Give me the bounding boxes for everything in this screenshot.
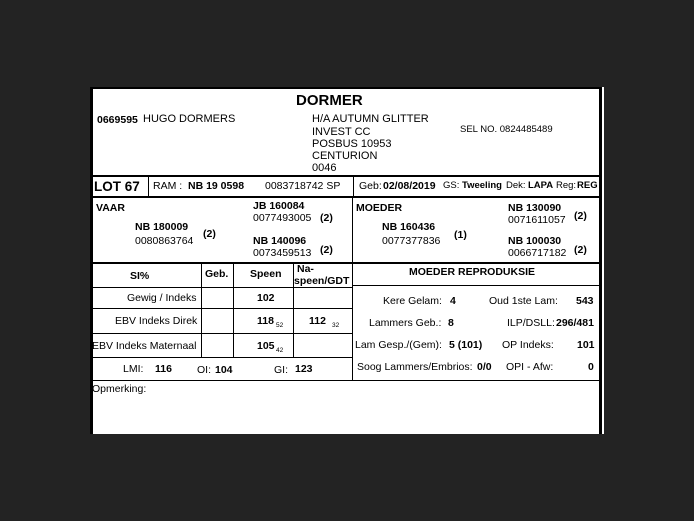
kere-gelam-value: 4 [450, 295, 456, 307]
soog-label: Soog Lammers/Embrios: [357, 361, 473, 373]
lam-gesp-label: Lam Gesp./(Gem): [355, 339, 442, 351]
gs-value: Tweeling [462, 180, 502, 191]
si-row-speen: 118 [257, 315, 274, 327]
opi-value: 0 [588, 361, 594, 373]
address-line-2: INVEST CC [312, 126, 371, 138]
si-row-speen: 102 [257, 292, 275, 304]
ram-label: RAM : [153, 180, 183, 192]
dam-label: MOEDER [356, 202, 403, 214]
kere-gelam-label: Kere Gelam: [383, 295, 442, 307]
op-indeks-label: OP Indeks: [502, 339, 554, 351]
oi-label: OI: [197, 364, 212, 376]
si-header-naspeen-line1: Na- [297, 263, 314, 275]
birth-label: Geb: [359, 180, 382, 192]
lot-number: LOT 67 [94, 179, 140, 194]
ram-id: 0083718742 SP [265, 180, 341, 192]
sire-dam-id: 0073459513 [253, 247, 312, 259]
sire-dam-count: (2) [320, 244, 333, 256]
address-line-1: H/A AUTUMN GLITTER [312, 113, 429, 125]
si-header-speen: Speen [250, 268, 282, 280]
reg-label: Reg: [556, 180, 577, 191]
op-indeks-value: 101 [577, 339, 595, 351]
owner-id: 0669595 [97, 114, 138, 126]
dam-dam-reg: NB 100030 [508, 235, 562, 247]
sire-sire-id: 0077493005 [253, 212, 312, 224]
page-title: DORMER [296, 92, 363, 109]
gi-value: 123 [295, 363, 313, 375]
dek-value: LAPA [528, 180, 554, 191]
sire-reg: NB 180009 [135, 221, 189, 233]
sire-label: VAAR [96, 202, 125, 214]
si-header-si: SI% [130, 270, 150, 282]
dam-sire-reg: NB 130090 [508, 202, 562, 214]
ilp-value: 296/481 [556, 317, 594, 329]
lmi-value: 116 [155, 363, 172, 375]
opi-label: OPI - Afw: [506, 361, 554, 373]
dam-dam-id: 0066717182 [508, 247, 567, 259]
sire-count: (2) [203, 228, 216, 240]
si-row-speen: 105 [257, 340, 275, 352]
dek-label: Dek: [506, 180, 526, 191]
dam-sire-count: (2) [574, 210, 587, 222]
gs-label: GS: [443, 180, 460, 191]
si-row-label: Gewig / Indeks [127, 292, 197, 304]
sel-number: SEL NO. 0824485489 [460, 124, 553, 135]
soog-value: 0/0 [477, 361, 492, 373]
top-border [90, 87, 602, 89]
address-line-5: 0046 [312, 162, 337, 174]
lam-gesp-value: 5 (101) [449, 339, 483, 351]
sire-sire-count: (2) [320, 212, 333, 224]
sire-id: 0080863764 [135, 235, 194, 247]
pedigree-sire-block [91, 197, 353, 263]
si-row-speen-sub: 52 [276, 322, 284, 329]
birth-date: 02/08/2019 [383, 180, 436, 192]
lammers-geb-value: 8 [448, 317, 454, 329]
dam-reg: NB 160436 [382, 221, 436, 233]
lot-card [90, 87, 604, 434]
dam-sire-id: 0071611057 [508, 214, 566, 226]
reproduction-title: MOEDER REPRODUKSIE [409, 266, 536, 278]
gi-label: GI: [274, 364, 289, 376]
reproduction-header-bottom [352, 285, 600, 286]
si-row-label: EBV Indeks Maternaal [92, 340, 197, 352]
address-line-4: CENTURION [312, 150, 378, 162]
oud-lam-label: Oud 1ste Lam: [489, 295, 558, 307]
remarks-label: Opmerking: [92, 383, 147, 395]
owner-name: HUGO DORMERS [143, 113, 236, 125]
dam-dam-count: (2) [574, 244, 587, 256]
si-header-naspeen-line2: speen/GDT [294, 275, 350, 287]
lmi-label: LMI: [123, 363, 144, 375]
dam-id: 0077377836 [382, 235, 441, 247]
si-row-speen-sub: 42 [276, 347, 284, 354]
oi-value: 104 [215, 364, 233, 376]
si-row-naspeen-sub: 32 [332, 322, 340, 329]
lammers-geb-label: Lammers Geb.: [369, 317, 442, 329]
si-row-label: EBV Indeks Direk [115, 315, 198, 327]
address-line-3: POSBUS 10953 [312, 138, 392, 150]
sire-sire-reg: JB 160084 [253, 200, 305, 212]
ilp-label: ILP/DSLL: [507, 317, 555, 329]
oud-lam-value: 543 [576, 295, 594, 307]
dam-count: (1) [454, 229, 467, 241]
si-header-geb: Geb. [205, 268, 229, 280]
sire-dam-reg: NB 140096 [253, 235, 307, 247]
reg-value: REG [577, 180, 598, 191]
ram-reg: NB 19 0598 [188, 180, 245, 192]
si-row-naspeen: 112 [309, 315, 326, 327]
